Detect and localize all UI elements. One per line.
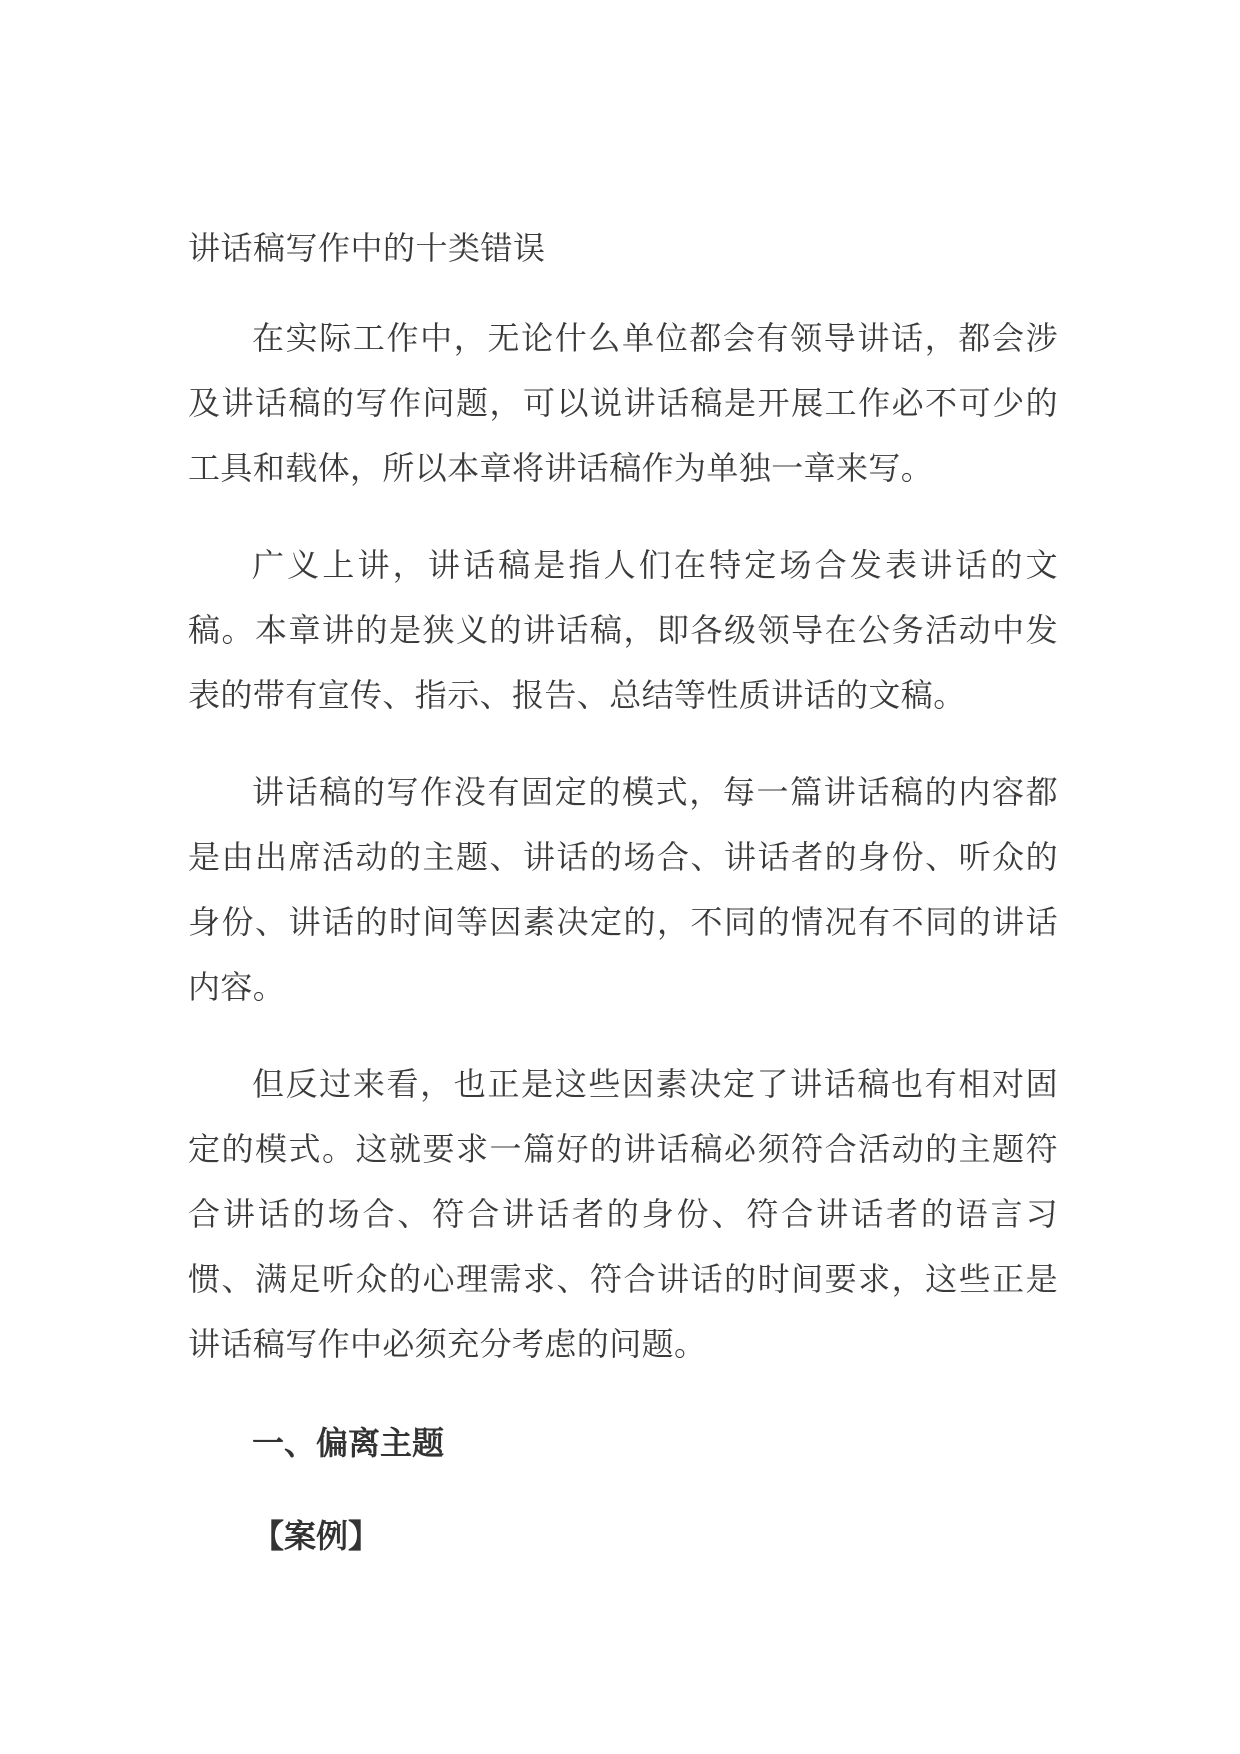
paragraph-intro: 在实际工作中，无论什么单位都会有领导讲话，都会涉及讲话稿的写作问题，可以说讲话稿是开展工作必不可少的工具和载体，所以本章将讲话稿作为单独一章来写。 [188, 319, 1058, 487]
paragraph-requirements: 但反过来看，也正是这些因素决定了讲话稿也有相对固定的模式。这就要求一篇好的讲话稿必须符合活动的主题符合讲话的场合、符合讲话者的身份、符合讲话者的语言习惯、满足听众的心理需求、符合讲话的时间要求，这些正是讲话稿写作中必须充分考虑的问题。 [188, 1065, 1058, 1363]
section-heading: 一、偏离主题 [252, 1424, 445, 1462]
paragraph-no-fixed-pattern: 讲话稿的写作没有固定的模式，每一篇讲话稿的内容都是由出席活动的主题、讲话的场合、讲话者的身份、听众的身份、讲话的时间等因素决定的，不同的情况有不同的讲话内容。 [188, 773, 1058, 1006]
case-label: 【案例】 [252, 1517, 381, 1555]
paragraph-definition: 广义上讲，讲话稿是指人们在特定场合发表讲话的文稿。本章讲的是狭义的讲话稿，即各级领导在公务活动中发表的带有宣传、指示、报告、总结等性质讲话的文稿。 [188, 546, 1058, 714]
document-body [188, 222, 1058, 1569]
document-title: 讲话稿写作中的十类错误 [188, 229, 546, 267]
